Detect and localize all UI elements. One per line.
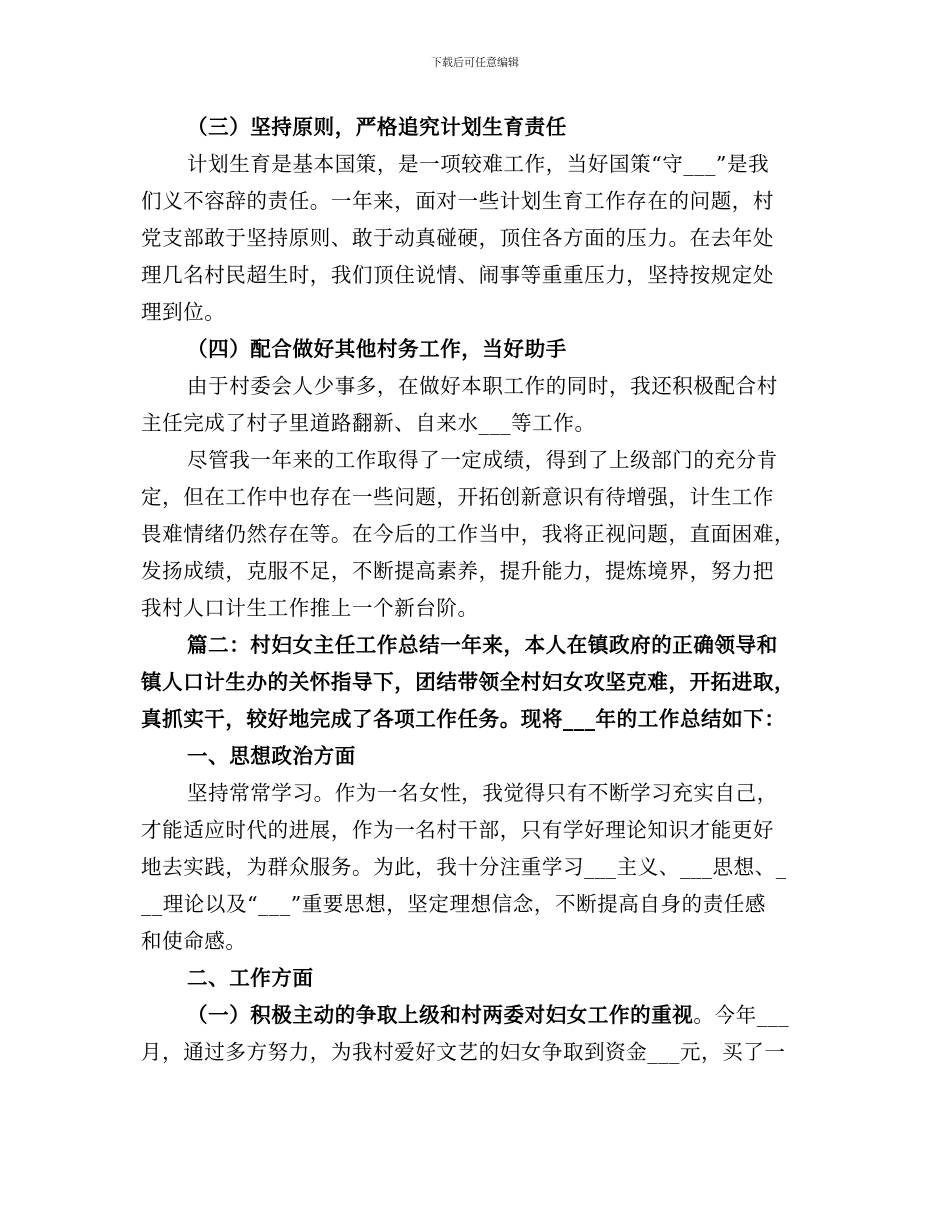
section-heading-work: 二、工作方面 bbox=[187, 966, 314, 990]
paragraph-line: 党支部敢于坚持原则、敢于动真碰硬，顶住各方面的压力。在去年处 bbox=[141, 226, 774, 250]
paragraph-line: 理几名村民超生时，我们顶住说情、闹事等重重压力，坚持按规定处 bbox=[141, 263, 774, 287]
paragraph-line: 发扬成绩，克服不足，不断提高素养，提升能力，提炼境界，努力把 bbox=[141, 559, 774, 583]
page-header-note: 下载后可任意编辑 bbox=[431, 56, 519, 69]
paragraph-line: 地去实践，为群众服务。为此，我十分注重学习___主义、___思想、_ bbox=[141, 855, 787, 879]
paragraph-line: __理论以及“___”重要思想，坚定理想信念，不断提高自身的责任感 bbox=[141, 892, 767, 916]
paragraph-line: 们义不容辞的责任。一年来，面对一些计划生育工作存在的问题，村 bbox=[141, 189, 774, 213]
paragraph-text: 。今年___ bbox=[693, 1003, 790, 1027]
section-heading-political: 一、思想政治方面 bbox=[187, 744, 356, 768]
section-heading-4: （四）配合做好其他村务工作，当好助手 bbox=[187, 337, 567, 361]
document-body bbox=[141, 109, 821, 1071]
paragraph-line: 畏难情绪仍然存在等。在今后的工作当中，我将正视问题，直面困难， bbox=[141, 522, 796, 546]
paragraph-line: 才能适应时代的进展，作为一名村干部，只有学好理论知识才能更好 bbox=[141, 818, 774, 842]
paragraph-line: 尽管我一年来的工作取得了一定成绩，得到了上级部门的充分肯 bbox=[187, 448, 778, 472]
paragraph-line: 月，通过多方努力，为我村爱好文艺的妇女争取到资金___元，买了一 bbox=[141, 1040, 786, 1064]
paragraph-line: 由于村委会人少事多，在做好本职工作的同时，我还积极配合村 bbox=[187, 374, 778, 398]
section-heading-3: （三）坚持原则，严格追究计划生育责任 bbox=[187, 115, 567, 139]
paragraph-line: 计划生育是基本国策，是一项较难工作，当好国策“守___”是我 bbox=[187, 152, 770, 176]
paragraph-line: 理到位。 bbox=[141, 300, 226, 324]
article-two-intro-line: 篇二：村妇女主任工作总结一年来，本人在镇政府的正确领导和 bbox=[187, 633, 778, 657]
paragraph-line: 坚持常常学习。作为一名女性，我觉得只有不断学习充实自己， bbox=[187, 781, 778, 805]
paragraph-line: 和使命感。 bbox=[141, 929, 247, 953]
paragraph-line: 定，但在工作中也存在一些问题，开拓创新意识有待增强，计生工作 bbox=[141, 485, 774, 509]
article-two-intro-line: 镇人口计生办的关怀指导下，团结带领全村妇女攻坚克难，开拓进取， bbox=[141, 670, 796, 694]
article-two-intro-line: 真抓实干，较好地完成了各项工作任务。现将___年的工作总结如下： bbox=[141, 707, 786, 731]
mixed-paragraph-line bbox=[141, 997, 821, 1034]
subsection-heading-1: （一）积极主动的争取上级和村两委对妇女工作的重视 bbox=[187, 1003, 694, 1027]
paragraph-line: 我村人口计生工作推上一个新台阶。 bbox=[141, 596, 479, 620]
paragraph-line: 主任完成了村子里道路翻新、自来水___等工作。 bbox=[141, 411, 596, 435]
